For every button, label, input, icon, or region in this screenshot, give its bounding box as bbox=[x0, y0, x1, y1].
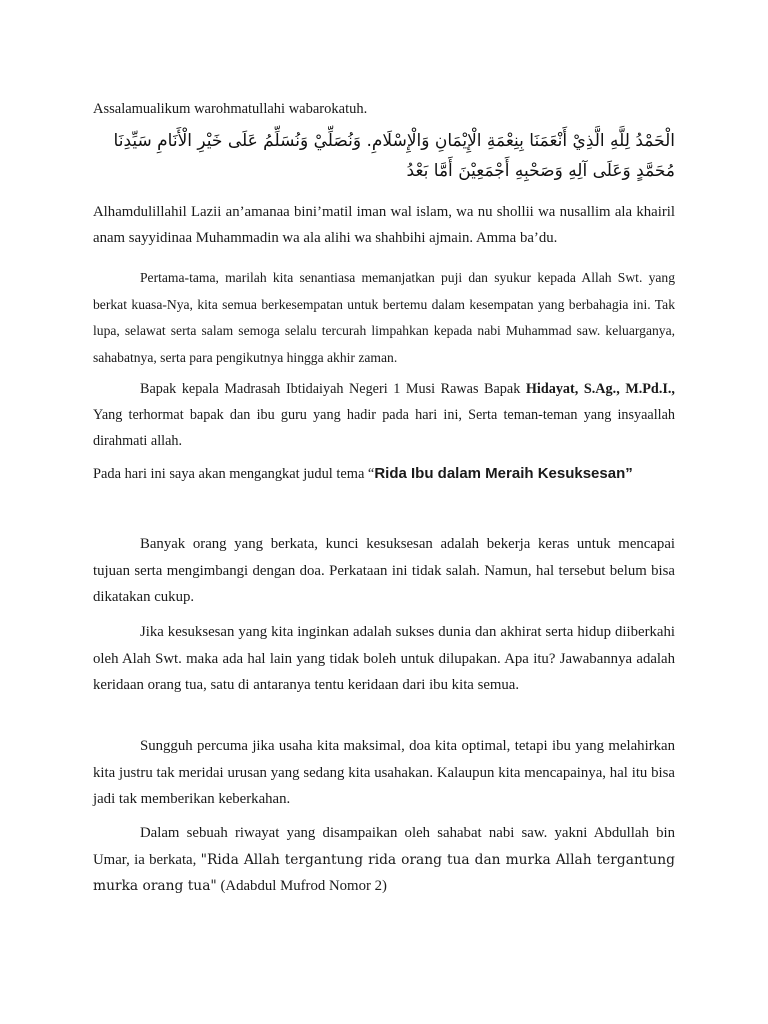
paragraph-text: Banyak orang yang berkata, kunci kesuksesan adalah bekerja keras untuk mencapai tujuan serta mengimbangi dengan doa. Perkataan ini tidak salah. Namun, hal tersebut belum bisa dikatakan cukup. bbox=[93, 536, 675, 605]
paragraph-text: Pertama-tama, marilah kita senantiasa memanjatkan puji dan syukur kepada Allah Swt. yang berkat kuasa-Nya, kita semua berkesempatan untuk bertemu dalam kesempatan yang berbahagia ini. Tak lupa, selawat serta salam semoga selalu tercurah limpahkan kepada nabi Muhammad saw. keluarganya, sahabatnya, serta para pengikutnya hingga akhir zaman. bbox=[93, 270, 675, 365]
paragraph-hadith bbox=[93, 820, 675, 900]
paragraph-salutations bbox=[93, 376, 675, 454]
latin-transliteration: Alhamdulillahil Lazii an’amanaa bini’matil iman wal islam, wa nu shollii wa nusallim ala khairil anam sayyidinaa Muhammadin wa ala alihi wa shahbihi ajmain. Amma ba’du. bbox=[93, 204, 675, 246]
paragraph-success-key bbox=[93, 531, 675, 611]
paragraph-text: Jika kesuksesan yang kita inginkan adalah sukses dunia dan akhirat serta hidup diiberkahi oleh Alah Swt. maka ada hal lain yang tidak boleh untuk dilupakan. Apa itu? Jawabannya adalah keridaan orang tua, satu di antaranya tentu keridaan dari ibu kita semua. bbox=[93, 624, 675, 693]
paragraph-effort bbox=[93, 733, 675, 813]
paragraph-text: Bapak kepala Madrasah Ibtidaiyah Negeri 1 Musi Rawas Bapak bbox=[140, 381, 526, 397]
paragraph-text: Yang terhormat bapak dan ibu guru yang hadir pada hari ini, Serta teman-teman yang insyaallah dirahmati allah. bbox=[93, 407, 675, 449]
greeting-line: Assalamualikum warohmatullahi wabarokatuh. bbox=[93, 101, 368, 117]
paragraph-text: Pada hari ini saya akan mengangkat judul tema “ bbox=[93, 466, 375, 482]
paragraph-opening-praise bbox=[93, 265, 675, 371]
paragraph-text: (Adabdul Mufrod Nomor 2) bbox=[216, 878, 387, 894]
speech-title: Rida Ibu dalam Meraih Kesuksesan” bbox=[374, 465, 633, 482]
paragraph-text: Dalam sebuah riwayat yang disampaikan oleh sahabat nabi saw. yakni Abdullah bin Umar, ia berkata, bbox=[93, 825, 675, 868]
arabic-opening: الْحَمْدُ لِلَّهِ الَّذِيْ أَنْعَمَنَا بِنِعْمَةِ الْإِيْمَانِ وَالْإِسْلَامِ. وَنُصَلِّيْ وَنُسَلِّمُ عَلَى خَيْرِ الْأَنَامِ سَيِّدِنَا مُحَمَّدٍ وَعَلَى آلِهِ وَصَحْبِهِ أَجْمَعِيْنَ أَمَّا بَعْدُ bbox=[113, 131, 675, 181]
paragraph-text: Sungguh percuma jika usaha kita maksimal, doa kita optimal, tetapi ibu yang melahirkan kita justru tak meridai urusan yang sedang kita usahakan. Kalaupun kita mencapainya, hal itu bisa jadi tak memberikan keberkahan. bbox=[93, 738, 675, 807]
headmaster-name: Hidayat, S.Ag., M.Pd.I., bbox=[525, 381, 675, 397]
hadith-quote: "Rida Allah tergantung rida orang tua dan murka Allah tergantung murka orang tua" bbox=[93, 851, 675, 894]
paragraph-parents-blessing bbox=[93, 619, 675, 699]
paragraph-theme bbox=[93, 464, 675, 484]
